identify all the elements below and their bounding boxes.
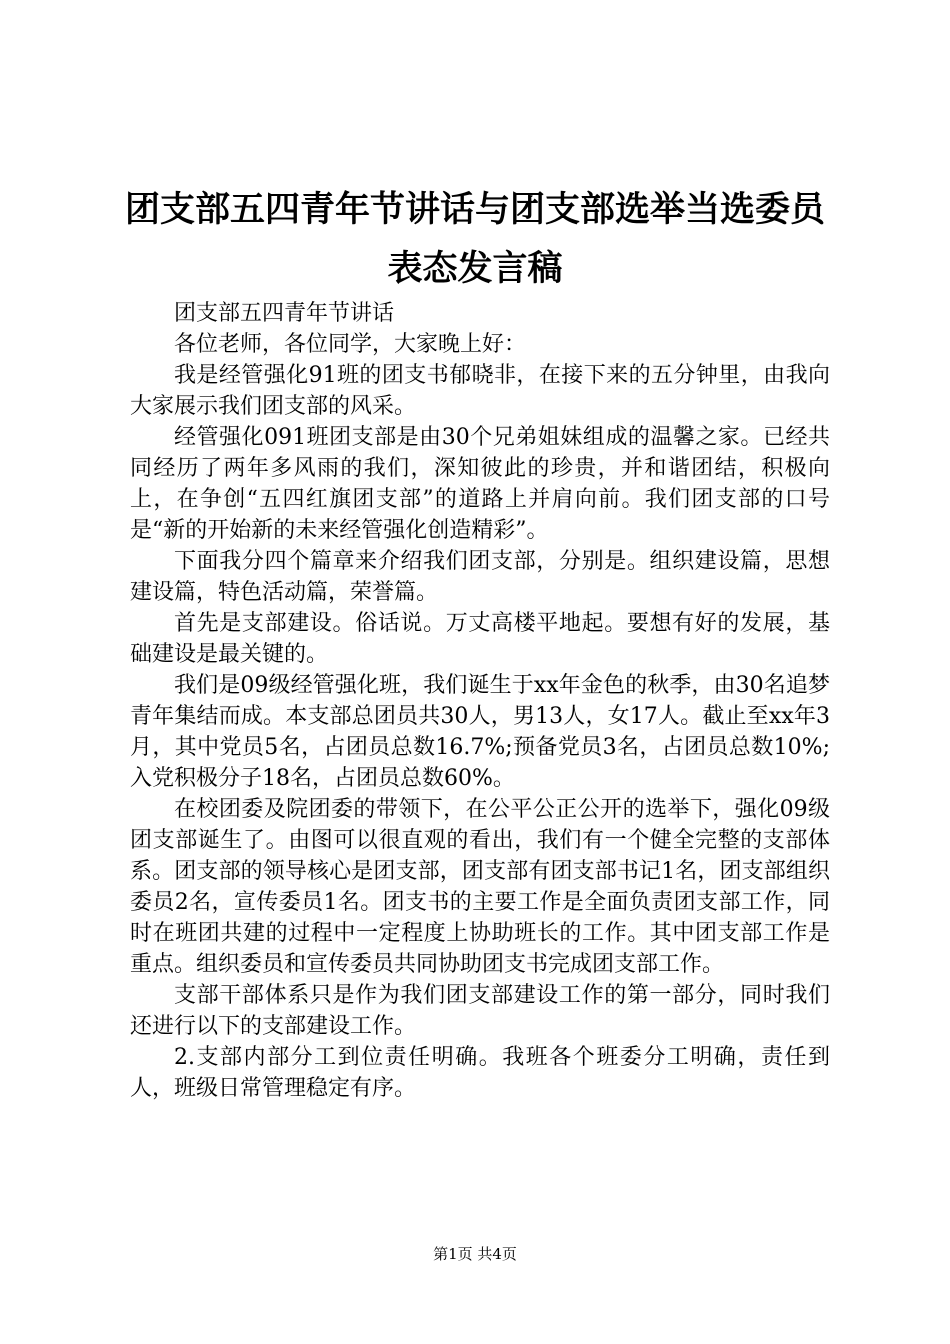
page-footer: 第1页 共4页: [433, 1245, 517, 1263]
paragraph-2: 各位老师，各位同学，大家晚上好：: [174, 332, 527, 357]
paragraph-1: 团支部五四青年节讲话: [174, 301, 395, 326]
paragraph-4: 经管强化091班团支部是由30个兄弟姐妹组成的温馨之家。已经共同经历了两年多风雨的我们，深知彼此的珍贵，并和谐团结，积极向上，在争创“五四红旗团支部”的道路上并肩向前。我们团支部的口号是“新的开始新的未来经管强化创造精彩”。: [130, 425, 830, 543]
paragraph-8: 在校团委及院团委的带领下，在公平公正公开的选举下，强化09级团支部诞生了。由图可以很直观的看出，我们有一个健全完整的支部体系。团支部的领导核心是团支部，团支部有团支部书记1名，团支部组织委员2名，宣传委员1名。团支书的主要工作是全面负责团支部工作，同时在班团共建的过程中一定程度上协助班长的工作。其中团支部工作是重点。组织委员和宣传委员共同协助团支书完成团支部工作。: [130, 797, 830, 977]
paragraph-5: 下面我分四个篇章来介绍我们团支部，分别是。组织建设篇，思想建设篇，特色活动篇，荣誉篇。: [130, 549, 830, 605]
paragraph-6: 首先是支部建设。俗话说。万丈高楼平地起。要想有好的发展，基础建设是最关键的。: [130, 611, 830, 667]
document-title-line-2: 表态发言稿: [387, 249, 563, 289]
paragraph-3: 我是经管强化91班的团支书郁晓非，在接下来的五分钟里，由我向大家展示我们团支部的风采。: [130, 363, 830, 419]
paragraph-9: 支部干部体系只是作为我们团支部建设工作的第一部分，同时我们还进行以下的支部建设工作。: [130, 983, 830, 1039]
paragraph-7: 我们是09级经管强化班，我们诞生于xx年金色的秋季，由30名追梦青年集结而成。本支部总团员共30人，男13人，女17人。截止至xx年3月，其中党员5名，占团员总数16.7%;预备党员3名，占团员总数10%;入党积极分子18名，占团员总数60%。: [130, 673, 830, 791]
document-title-line-1: 团支部五四青年节讲话与团支部选举当选委员: [124, 190, 825, 230]
document-body: [130, 298, 830, 1104]
paragraph-10: 2.支部内部分工到位责任明确。我班各个班委分工明确，责任到人，班级日常管理稳定有序。: [130, 1045, 830, 1101]
